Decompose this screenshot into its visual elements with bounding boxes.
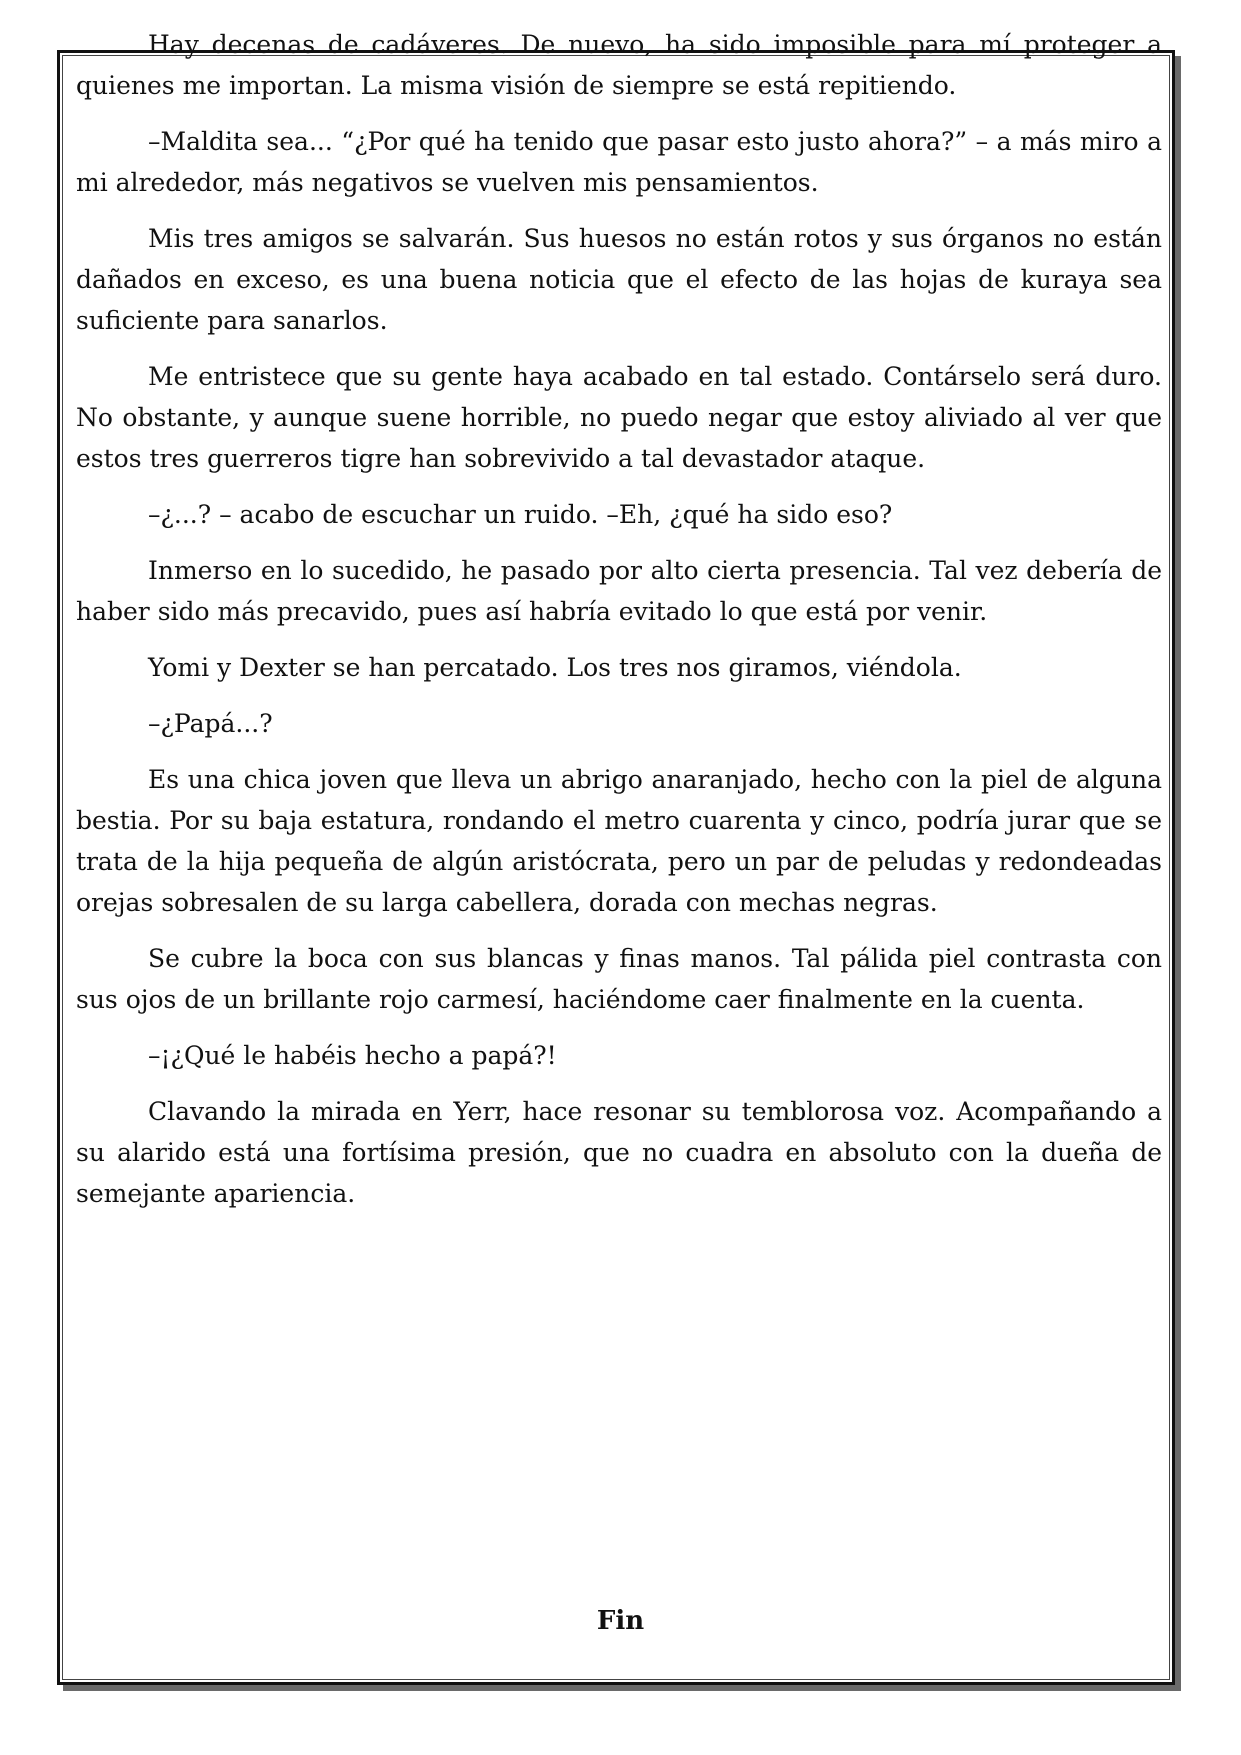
paragraph-8: –¿Papá...? (148, 709, 273, 738)
end-mark: Fin (596, 1606, 645, 1636)
paragraph-7: Yomi y Dexter se han percatado. Los tres nos giramos, viéndola. (148, 653, 962, 682)
paragraph-4: Me entristece que su gente haya acabado en tal estado. Contárselo será duro. No obstante, y aunque suene horrible, no puedo negar que estoy aliviado al ver que estos tres guerreros tigre han sobrevivido a tal devastador ataque. (76, 362, 1162, 473)
paragraph-3: Mis tres amigos se salvarán. Sus huesos no están rotos y sus órganos no están dañados en exceso, es una buena noticia que el efecto de las hojas de kuraya sea suficiente para sanarlos. (76, 224, 1162, 335)
paragraph-5: –¿...? – acabo de escuchar un ruido. –Eh, ¿qué ha sido eso? (148, 500, 893, 529)
paragraph-10: Se cubre la boca con sus blancas y finas manos. Tal pálida piel contrasta con sus ojos de un brillante rojo carmesí, haciéndome caer finalmente en la cuenta. (76, 944, 1162, 1014)
paragraph-1: Hay decenas de cadáveres. De nuevo, ha sido imposible para mí proteger a quienes me importan. La misma visión de siempre se está repitiendo. (76, 30, 1162, 100)
story-text (76, 24, 1162, 1229)
paragraph-12: Clavando la mirada en Yerr, hace resonar su temblorosa voz. Acompañando a su alarido está una fortísima presión, que no cuadra en absoluto con la dueña de semejante apariencia. (76, 1097, 1162, 1208)
paragraph-9: Es una chica joven que lleva un abrigo anaranjado, hecho con la piel de alguna bestia. Por su baja estatura, rondando el metro cuarenta y cinco, podría jurar que se trata de la hija pequeña de algún aristócrata, pero un par de peludas y redondeadas orejas sobresalen de su larga cabellera, dorada con mechas negras. (76, 765, 1162, 917)
paragraph-11: –¡¿Qué le habéis hecho a papá?! (148, 1041, 557, 1070)
paragraph-2: –Maldita sea... “¿Por qué ha tenido que pasar esto justo ahora?” – a más miro a mi alrededor, más negativos se vuelven mis pensamientos. (76, 127, 1162, 197)
paragraph-6: Inmerso en lo sucedido, he pasado por alto cierta presencia. Tal vez debería de haber sido más precavido, pues así habría evitado lo que está por venir. (76, 556, 1162, 626)
